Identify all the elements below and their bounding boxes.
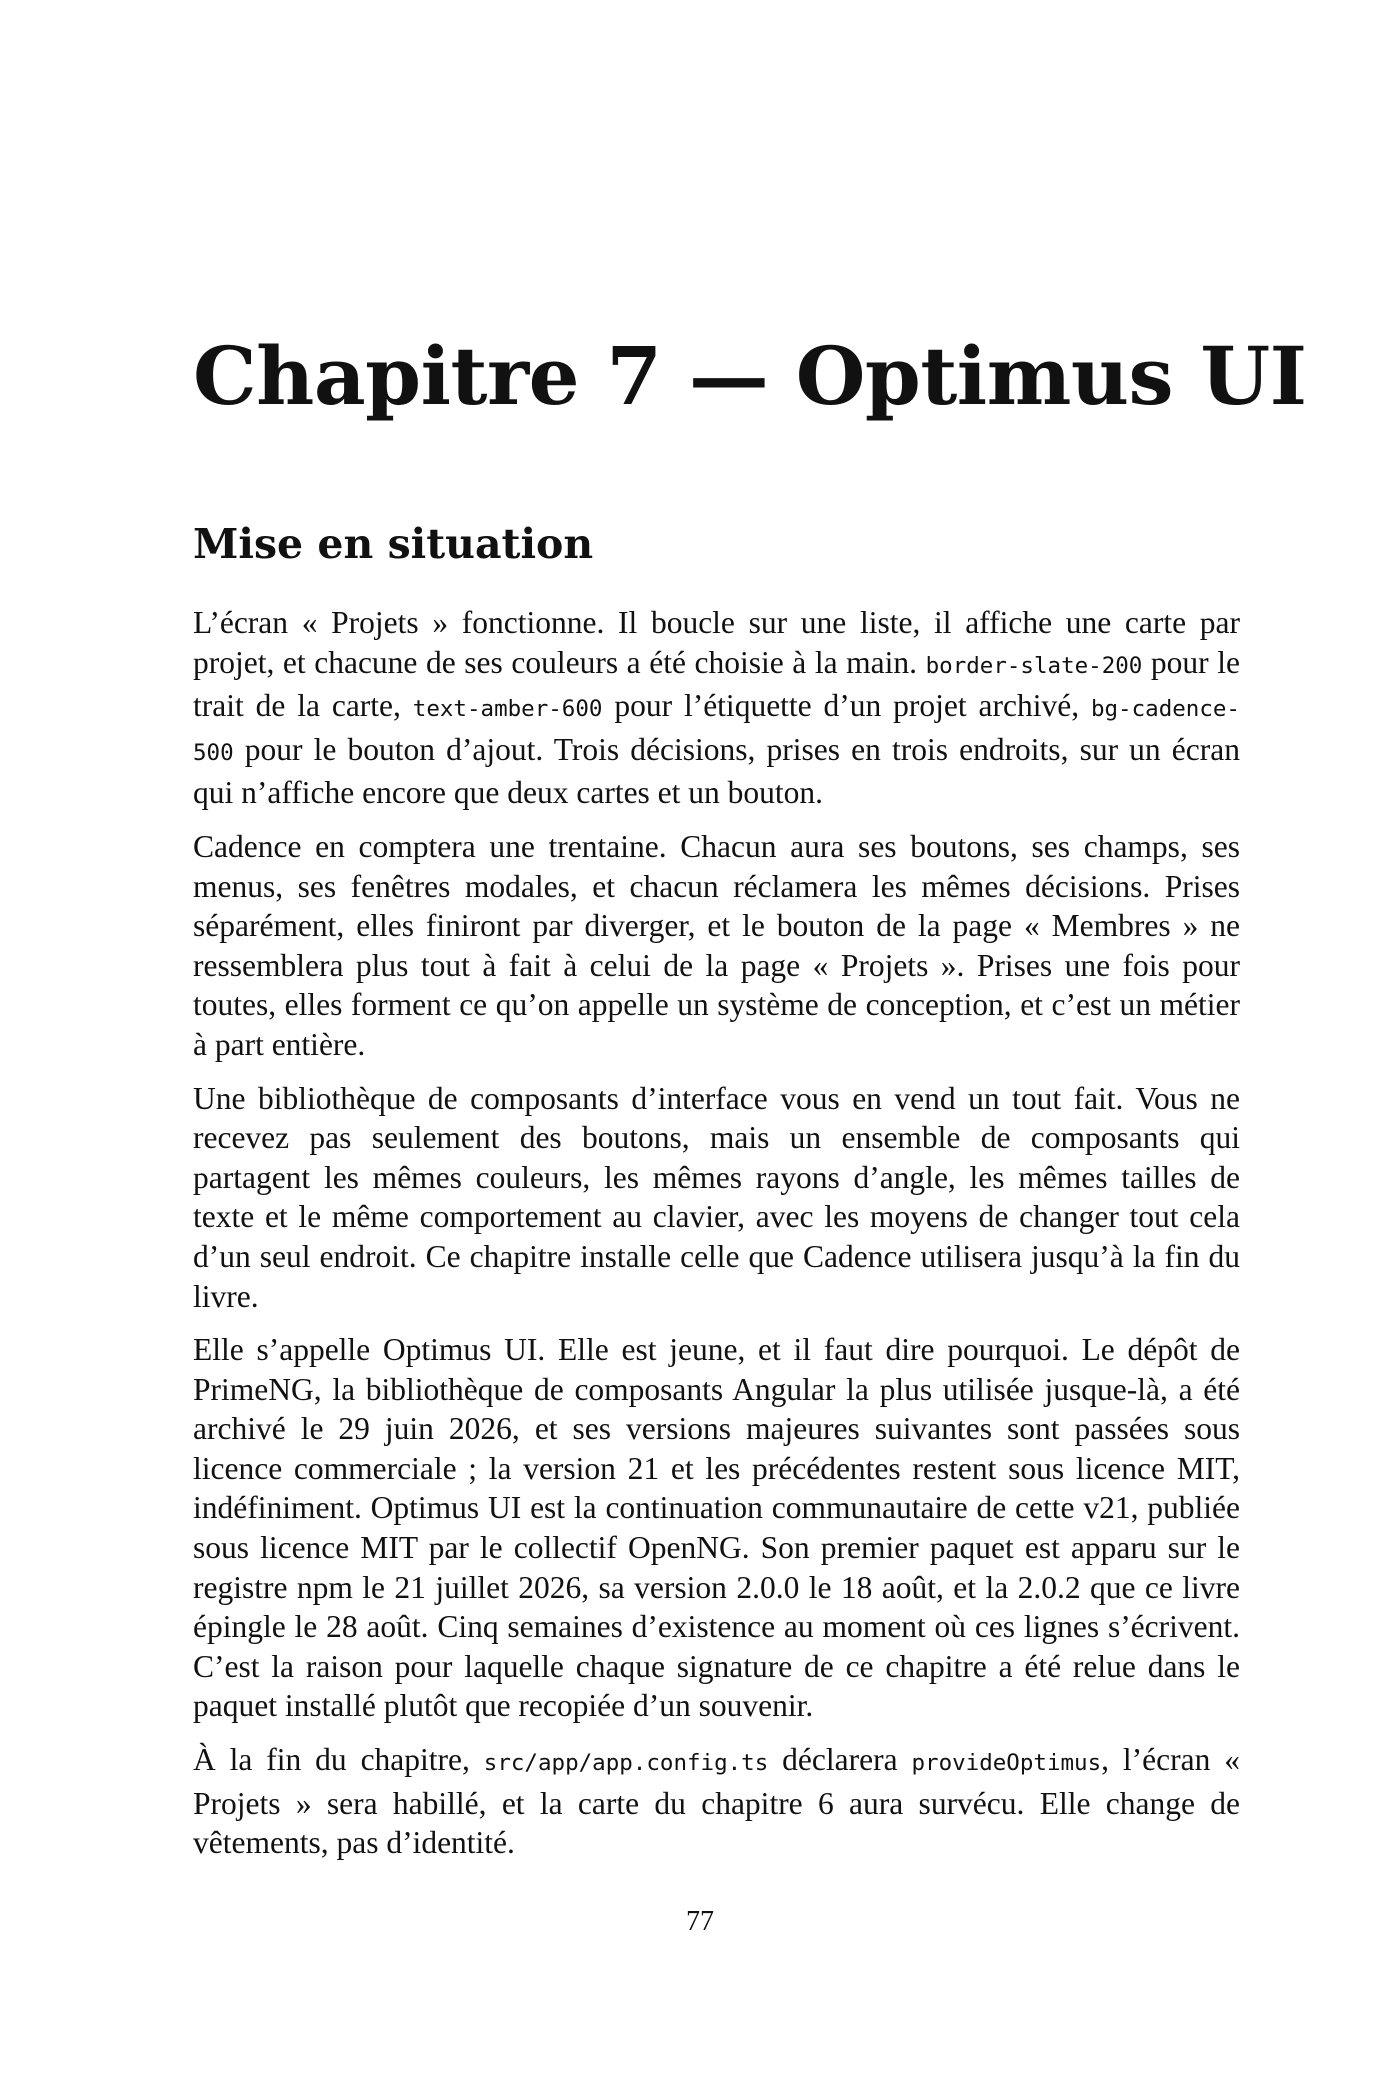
paragraph-2: Cadence en comptera une trentaine. Chacun aura ses boutons, ses champs, ses menus, ses fenêtres modales, et chacun réclamera les mêmes décisions. Prises séparément, elles finiront par diverger, et le bouton de la page « Membres » ne ressemblera plus tout à fait à celui de la page « Projets ». Prises une fois pour toutes, elles forment ce qu’on appelle un système de conception, et c’est un métier à part entière. (193, 828, 1240, 1062)
text-run: pour le bouton d’ajout. Trois décisions, prises en trois endroits, sur un écran qui n’affiche encore que deux cartes et un bouton. (193, 731, 1240, 811)
chapter-title: Chapitre 7 — Optimus UI (193, 329, 1307, 423)
text-run: L’écran « Projets » fonctionne. Il boucle sur une liste, il affiche une carte par projet, et chacune de ses couleurs a été choisie à la main. (193, 605, 1240, 680)
inline-code: border-slate-200 (925, 652, 1143, 679)
paragraph-5 (193, 1740, 1240, 1863)
body-text (193, 603, 1240, 1863)
inline-code: bg-cadence-500 (193, 696, 1240, 766)
inline-code: text-amber-600 (412, 696, 603, 723)
text-run: déclarera (768, 1742, 912, 1778)
text-run: À la fin du chapitre, (193, 1742, 484, 1778)
text-run: pour le trait de la carte, (193, 644, 1240, 724)
page-number: 77 (686, 1906, 714, 1937)
text-run: , l’écran « Projets » sera habillé, et la carte du chapitre 6 aura survécu. Elle change de vêtements, pas d’identité. (193, 1742, 1240, 1861)
paragraph-4: Elle s’appelle Optimus UI. Elle est jeune, et il faut dire pourquoi. Le dépôt de PrimeNG, la bibliothèque de composants Angular la plus utilisée jusque-là, a été archivé le 29 juin 2026, et ses versions majeures suivantes sont passées sous licence commerciale ; la version 21 et les précédentes restent sous licence MIT, indéfiniment. Optimus UI est la continuation communautaire de cette v21, publiée sous licence MIT par le collectif OpenNG. Son premier paquet est apparu sur le registre npm le 21 juillet 2026, sa version 2.0.0 le 18 août, et la 2.0.2 que ce livre épingle le 28 août. Cinq semaines d’existence au moment où ces lignes s’écrivent. C’est la raison pour laquelle chaque signature de ce chapitre a été relue dans le paquet installé plutôt que recopiée d’un souvenir. (193, 1332, 1240, 1724)
inline-code: provideOptimus (911, 1750, 1102, 1777)
inline-code: src/app/app.config.ts (483, 1750, 769, 1777)
text-run: pour l’étiquette d’un projet archivé, (602, 688, 1091, 724)
section-title: Mise en situation (193, 520, 594, 568)
paragraph-1 (193, 603, 1240, 813)
paragraph-3: Une bibliothèque de composants d’interface vous en vend un tout fait. Vous ne recevez pas seulement des boutons, mais un ensemble de composants qui partagent les mêmes couleurs, les mêmes rayons d’angle, les mêmes tailles de texte et le même comportement au clavier, avec les moyens de changer tout cela d’un seul endroit. Ce chapitre installe celle que Cadence utilisera jusqu’à la fin du livre. (193, 1080, 1240, 1314)
